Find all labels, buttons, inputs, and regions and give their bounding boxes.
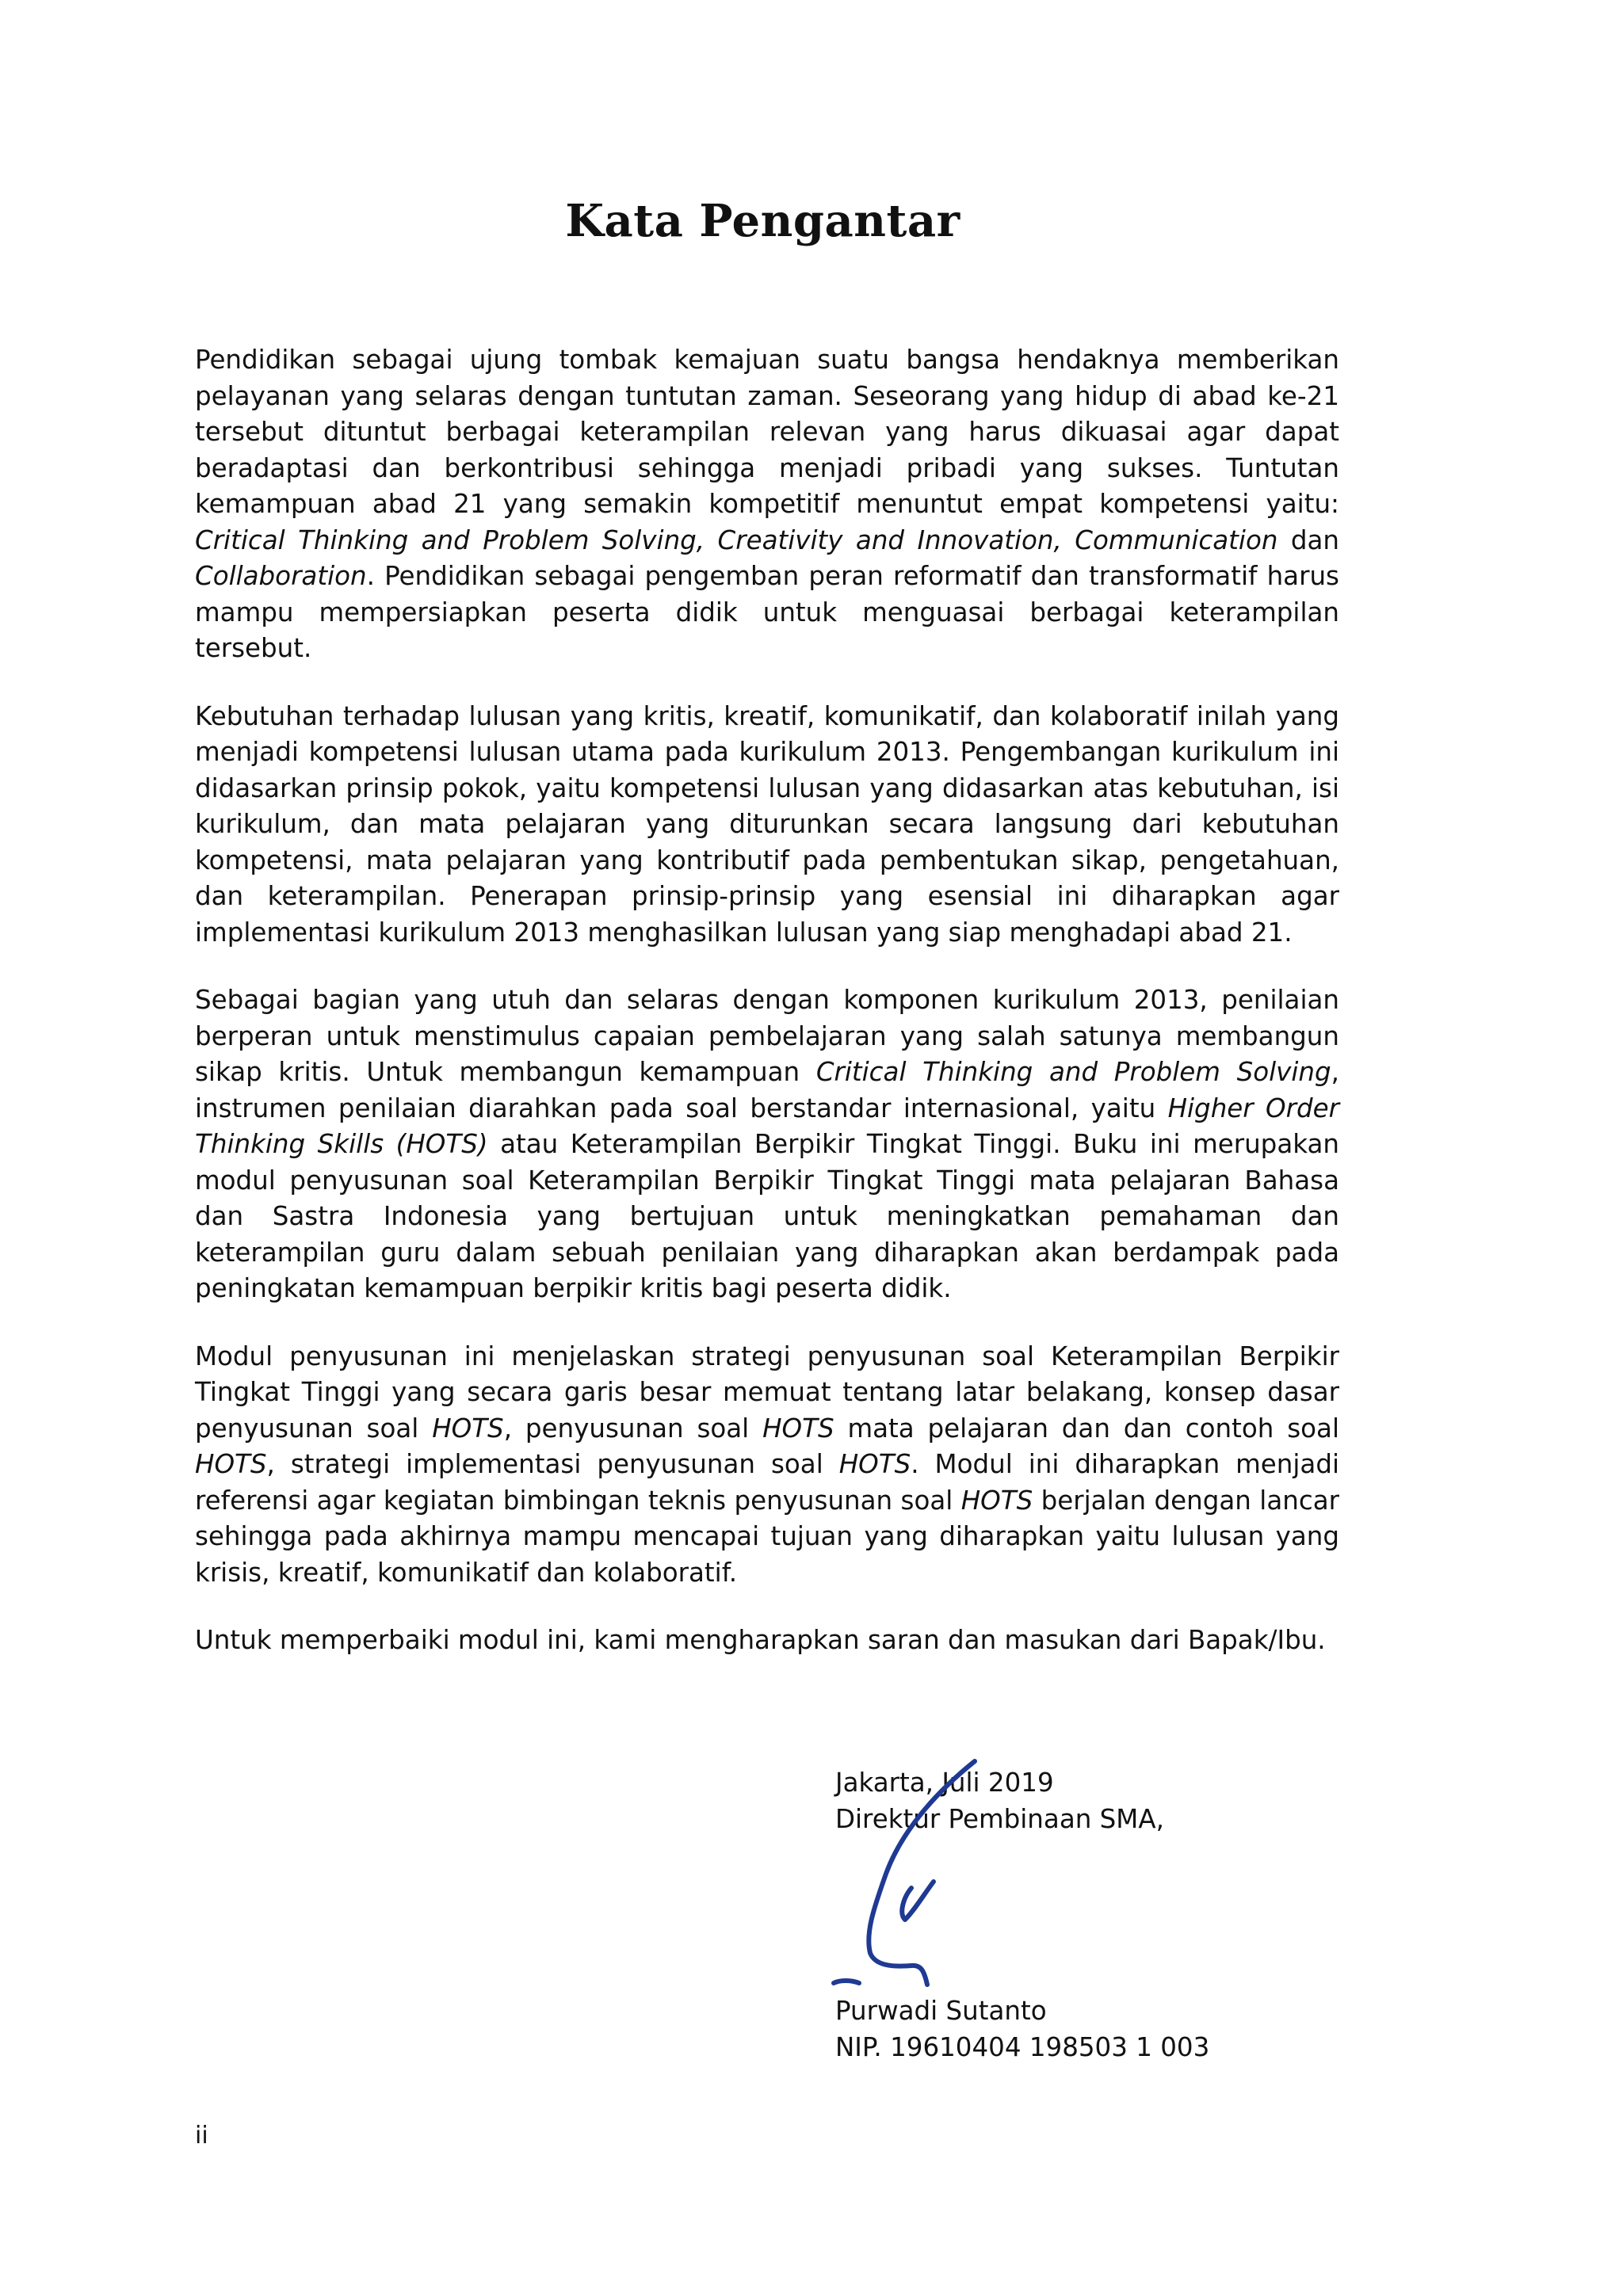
paragraph: [195, 699, 1339, 952]
paragraph: [195, 1623, 1339, 1659]
paragraph-text: . Modul ini diharapkan menjadi referensi agar kegiatan bimbingan teknis penyusunan soal: [195, 1449, 1340, 1516]
paragraph-text: . Pendidikan sebagai pengemban peran reformatif dan transformatif harus mampu mempersiapkan peserta didik untuk menguasai berbagai keterampilan tersebut.: [195, 561, 1339, 663]
signatory-position: Direktur Pembinaan SMA,: [835, 1803, 1164, 1834]
paragraph-text: , strategi implementasi penyusunan soal: [266, 1449, 839, 1479]
italic-text: HOTS: [432, 1413, 504, 1444]
paragraph-text: mata pelajaran dan dan contoh soal: [834, 1413, 1339, 1444]
italic-text: Higher Order Thinking Skills (HOTS): [195, 1093, 1339, 1159]
signer-name: Purwadi Sutanto: [835, 1996, 1047, 2026]
italic-text: Critical Thinking and Problem Solving: [815, 1057, 1331, 1087]
italic-text: HOTS: [838, 1449, 911, 1479]
body-text: [195, 342, 1339, 1691]
paragraph-text: , instrumen penilaian diarahkan pada soal berstandar internasional, yaitu: [195, 1057, 1339, 1123]
paragraph: [195, 982, 1339, 1307]
signature-dot: [834, 1981, 859, 1983]
paragraph-text: atau Keterampilan Berpikir Tingkat Tinggi. Buku ini merupakan modul penyusunan soal Keterampilan Berpikir Tingkat Tinggi mata pelajaran Bahasa dan Sastra Indonesia yang bertujuan untuk meningkatkan pemahaman dan keterampilan guru dalam sebuah penilaian yang diharapkan akan berdampak pada peningkatan kemampuan berpikir kritis bagi peserta didik.: [195, 1129, 1339, 1303]
signature-stroke: [869, 1761, 975, 1985]
paragraph-text: Pendidikan sebagai ujung tombak kemajuan suatu bangsa hendaknya memberikan pelayanan yang selaras dengan tuntutan zaman. Seseorang yang hidup di abad ke-21 tersebut dituntut berbagai keterampilan relevan yang harus dikuasai agar dapat beradaptasi dan berkontribusi sehingga menjadi pribadi yang sukses. Tuntutan kemampuan abad 21 yang semakin kompetitif menuntut empat kompetensi yaitu:: [195, 345, 1339, 519]
place-date: Jakarta, Juli 2019: [835, 1768, 1054, 1798]
paragraph-text: Modul penyusunan ini menjelaskan strategi penyusunan soal Keterampilan Berpikir Tingkat Tinggi yang secara garis besar memuat tentang latar belakang, konsep dasar penyusunan soal: [195, 1341, 1339, 1444]
italic-text: Critical Thinking and Problem Solving, Creativity and Innovation, Communication: [195, 524, 1278, 555]
paragraph-text: dan: [1277, 524, 1339, 555]
page-number: ii: [195, 2122, 208, 2149]
italic-text: HOTS: [762, 1413, 834, 1444]
italic-text: HOTS: [195, 1449, 267, 1479]
paragraph-text: berjalan dengan lancar sehingga pada akhirnya mampu mencapai tujuan yang diharapkan yaitu lulusan yang krisis, kreatif, komunikatif dan kolaboratif.: [195, 1485, 1339, 1588]
paragraph-text: Kebutuhan terhadap lulusan yang kritis, kreatif, komunikatif, dan kolaboratif inilah yang menjadi kompetensi lulusan utama pada kurikulum 2013. Pengembangan kurikulum ini didasarkan prinsip pokok, yaitu kompetensi lulusan yang didasarkan atas kebutuhan, isi kurikulum, dan mata pelajaran yang diturunkan secara langsung dari kebutuhan kompetensi, mata pelajaran yang kontributif pada pembentukan sikap, pengetahuan, dan keterampilan. Penerapan prinsip-prinsip yang esensial ini diharapkan agar implementasi kurikulum 2013 menghasilkan lulusan yang siap menghadapi abad 21.: [195, 700, 1339, 948]
paragraph-text: Untuk memperbaiki modul ini, kami mengharapkan saran dan masukan dari Bapak/Ibu.: [195, 1625, 1326, 1655]
paragraph: [195, 342, 1339, 667]
page-title: Kata Pengantar: [565, 195, 960, 247]
italic-text: HOTS: [960, 1485, 1033, 1516]
italic-text: Collaboration: [195, 561, 367, 591]
signature-icon: [816, 1755, 999, 1993]
signer-nip: NIP. 19610404 198503 1 003: [835, 2031, 1210, 2062]
paragraph: [195, 1339, 1339, 1592]
signer-block: [835, 1993, 1209, 2065]
paragraph-text: Sebagai bagian yang utuh dan selaras dengan komponen kurikulum 2013, penilaian berperan untuk menstimulus capaian pembelajaran yang salah satunya membangun sikap kritis. Untuk membangun kemampuan: [195, 985, 1339, 1087]
paragraph-text: , penyusunan soal: [503, 1413, 763, 1444]
